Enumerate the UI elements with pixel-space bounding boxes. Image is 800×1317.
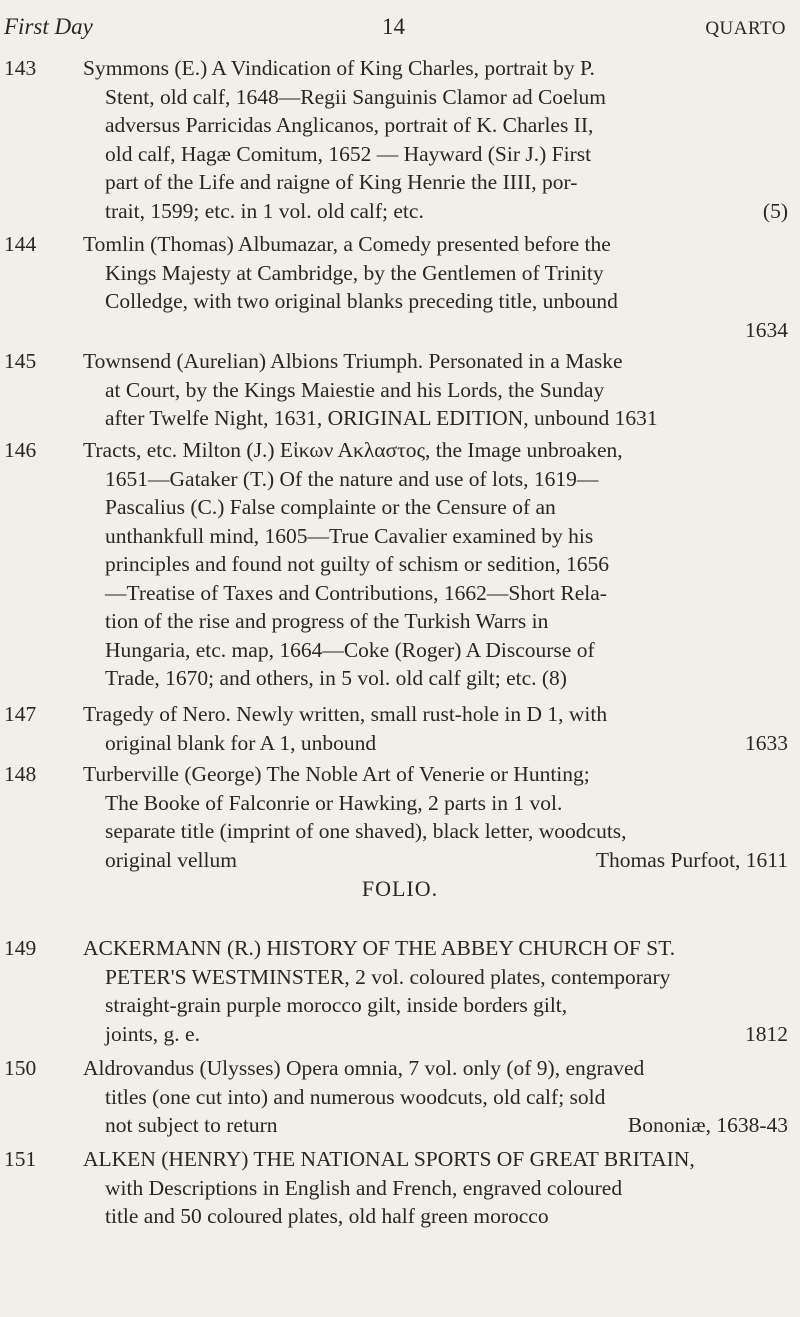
lot-line: Colledge, with two original blanks preceding title, unbound xyxy=(105,289,618,313)
page-header xyxy=(4,8,786,48)
lot-line: part of the Life and raigne of King Henrie the IIII, por- xyxy=(105,170,578,194)
lot-line: with Descriptions in English and French, engraved coloured xyxy=(105,1175,623,1200)
lot-line: adversus Parricidas Anglicanos, portrait of K. Charles II, xyxy=(105,113,594,137)
lot-line: The Booke of Falconrie or Hawking, 2 parts in 1 vol. xyxy=(105,790,563,815)
lot-tail: (5) xyxy=(762,198,788,223)
lot-number: 143 xyxy=(4,56,37,80)
lot-line: straight-grain purple morocco gilt, inside borders gilt, xyxy=(105,993,568,1017)
lot-line: original vellum xyxy=(105,847,237,872)
lot-line: Tragedy of Nero. Newly written, small rust-hole in D 1, with xyxy=(83,702,608,726)
header-format: QUARTO xyxy=(705,18,786,39)
lot-description xyxy=(83,54,788,225)
lot-line: Trade, 1670; and others, in 5 vol. old calf gilt; etc. (8) xyxy=(105,666,567,690)
lot-number: 146 xyxy=(4,438,37,462)
lot-line: not subject to return xyxy=(105,1113,278,1137)
lot-description xyxy=(83,436,788,693)
lot-line: at Court, by the Kings Maiestie and his Lords, the Sunday xyxy=(105,377,605,402)
lot-line: old calf, Hagæ Comitum, 1652 — Hayward (Sir J.) First xyxy=(105,141,592,166)
lot-description xyxy=(83,700,788,757)
lot-number: 151 xyxy=(4,1147,37,1171)
lot-tail: Bononiæ, 1638-43 xyxy=(627,1113,788,1137)
lot-tail: 1633 xyxy=(745,730,788,755)
lot-line: Townsend (Aurelian) Albions Triumph. Personated in a Maske xyxy=(83,349,623,373)
lot-line: 1651—Gataker (T.) Of the nature and use of lots, 1619— xyxy=(105,466,599,491)
page-number: 14 xyxy=(382,14,405,39)
header-section-title: First Day xyxy=(4,14,93,39)
lot-number: 149 xyxy=(4,936,37,960)
lot-number: 148 xyxy=(4,762,37,786)
lot-line: joints, g. e. xyxy=(105,1021,200,1046)
lot-description xyxy=(83,347,788,433)
lot-description xyxy=(83,1145,788,1231)
lot-number: 144 xyxy=(4,232,37,256)
lot-line: Stent, old calf, 1648—Regii Sanguinis Clamor ad Coelum xyxy=(105,84,607,109)
lot-line: trait, 1599; etc. in 1 vol. old calf; etc. xyxy=(105,198,424,223)
lot-number: 145 xyxy=(4,349,37,373)
lot-line: Aldrovandus (Ulysses) Opera omnia, 7 vol. only (of 9), engraved xyxy=(83,1056,645,1080)
lot-line: Symmons (E.) A Vindication of King Charles, portrait by P. xyxy=(83,56,595,80)
lot-line: unthankfull mind, 1605—True Cavalier examined by his xyxy=(105,523,594,548)
section-heading: FOLIO. xyxy=(361,876,439,901)
lot-line: ALKEN (HENRY) THE NATIONAL SPORTS OF GREAT BRITAIN, xyxy=(83,1147,695,1171)
lot-description xyxy=(83,230,788,344)
lot-line: —Treatise of Taxes and Contributions, 1662—Short Rela- xyxy=(105,580,607,605)
lot-line: title and 50 coloured plates, old half green morocco xyxy=(105,1204,549,1228)
lot-line: Tracts, etc. Milton (J.) Εἰκων Ακλαστος, the Image unbroaken, xyxy=(83,438,623,462)
lot-line: Hungaria, etc. map, 1664—Coke (Roger) A Discourse of xyxy=(105,637,595,662)
lot-line: after Twelfe Night, 1631, ORIGINAL EDITION, unbound 1631 xyxy=(105,406,658,430)
lot-line: PETER'S WESTMINSTER, 2 vol. coloured plates, contemporary xyxy=(105,964,671,989)
lot-line: titles (one cut into) and numerous woodcuts, old calf; sold xyxy=(105,1084,606,1109)
lot-line: original blank for A 1, unbound xyxy=(105,730,377,755)
lot-tail: Thomas Purfoot, 1611 xyxy=(595,847,788,872)
lot-description xyxy=(83,760,788,874)
lot-line: principles and found not guilty of schism or sedition, 1656 xyxy=(105,552,610,576)
lot-line: Pascalius (C.) False complainte or the Censure of an xyxy=(105,495,556,519)
lot-tail: 1812 xyxy=(745,1021,788,1046)
lot-line: Turberville (George) The Noble Art of Venerie or Hunting; xyxy=(83,762,590,786)
lot-line: Kings Majesty at Cambridge, by the Gentlemen of Trinity xyxy=(105,260,604,285)
lot-description xyxy=(83,934,788,1048)
lot-description xyxy=(83,1054,788,1140)
lot-number: 147 xyxy=(4,702,37,726)
lot-line: Tomlin (Thomas) Albumazar, a Comedy presented before the xyxy=(83,232,611,256)
lot-line: ACKERMANN (R.) HISTORY OF THE ABBEY CHURCH OF ST. xyxy=(83,936,676,960)
lot-tail: 1634 xyxy=(745,317,788,342)
lot-line: separate title (imprint of one shaved), black letter, woodcuts, xyxy=(105,819,627,843)
lot-line: tion of the rise and progress of the Turkish Warrs in xyxy=(105,609,549,633)
lot-number: 150 xyxy=(4,1056,37,1080)
